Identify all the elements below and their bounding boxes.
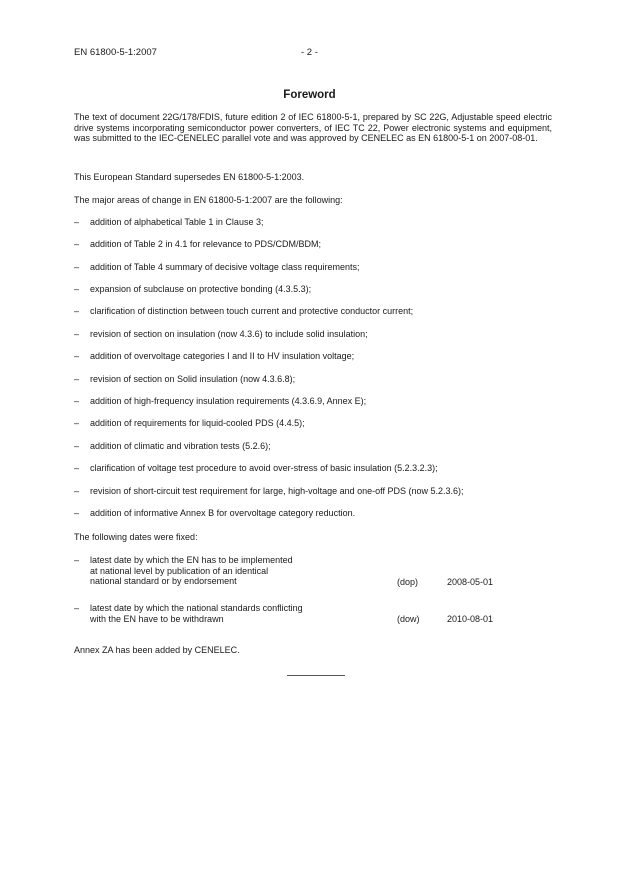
date-description-line: latest date by which the EN has to be implemented	[90, 555, 293, 565]
date-description	[90, 555, 293, 587]
date-code: (dop)	[397, 577, 419, 587]
bullet-dash: –	[74, 306, 80, 316]
list-item	[74, 418, 305, 428]
bullet-dash: –	[74, 217, 80, 227]
header-document-id: EN 61800-5-1:2007	[74, 47, 157, 58]
date-description-line: latest date by which the national standards conflicting	[90, 603, 303, 613]
list-item-text: clarification of voltage test procedure to avoid over-stress of basic insulation (5.2.3.2.3);	[90, 463, 438, 473]
list-item-text: revision of section on insulation (now 4.3.6) to include solid insulation;	[90, 329, 368, 339]
dates-intro: The following dates were fixed:	[74, 532, 198, 542]
bullet-dash: –	[74, 486, 80, 496]
supersedes-paragraph: This European Standard supersedes EN 61800-5-1:2003.	[74, 172, 305, 182]
date-description-line: national standard or by endorsement	[90, 576, 237, 587]
list-item-text: clarification of distinction between touch current and protective conductor current;	[90, 306, 414, 316]
list-item	[74, 374, 295, 384]
list-item	[74, 329, 368, 339]
bullet-dash: –	[74, 463, 80, 473]
bullet-dash: –	[74, 396, 80, 406]
list-item	[74, 262, 359, 272]
bullet-dash: –	[74, 351, 80, 361]
list-item-text: addition of requirements for liquid-cooled PDS (4.4.5);	[90, 418, 305, 428]
intro-paragraph: The text of document 22G/178/FDIS, future edition 2 of IEC 61800-5-1, prepared by SC 22G, Adjustable speed electric drive systems incorporating semiconductor power converters, of IEC TC 22, Power electronic systems and equipment, was submitted to the IEC-CENELEC parallel vote and was approved by CENELEC as EN 61800-5-1 on 2007-08-01.	[74, 112, 552, 144]
list-item-text: addition of high-frequency insulation requirements (4.3.6.9, Annex E);	[90, 396, 367, 406]
list-item	[74, 217, 263, 227]
bullet-dash: –	[74, 441, 80, 451]
bullet-dash: –	[74, 418, 80, 428]
bullet-dash: –	[74, 374, 80, 384]
list-item	[74, 508, 355, 518]
list-item-text: revision of section on Solid insulation (now 4.3.6.8);	[90, 374, 296, 384]
page-title: Foreword	[283, 89, 336, 101]
list-item-text: revision of short-circuit test requirement for large, high-voltage and one-off PDS (now 5.2.3.6);	[90, 486, 464, 496]
list-item-text: addition of informative Annex B for overvoltage category reduction.	[90, 508, 356, 518]
list-item-text: addition of alphabetical Table 1 in Clause 3;	[90, 217, 264, 227]
list-item-text: addition of Table 2 in 4.1 for relevance to PDS/CDM/BDM;	[90, 239, 321, 249]
annex-note: Annex ZA has been added by CENELEC.	[74, 645, 240, 655]
list-item	[74, 396, 366, 406]
list-item-text: addition of overvoltage categories I and II to HV insulation voltage;	[90, 351, 355, 361]
list-item	[74, 463, 438, 473]
list-item-text: expansion of subclause on protective bonding (4.3.5.3);	[90, 284, 312, 294]
list-item	[74, 284, 311, 294]
list-item	[74, 486, 464, 496]
bullet-dash: –	[74, 555, 80, 565]
date-code: (dow)	[397, 614, 420, 624]
bullet-dash: –	[74, 508, 80, 518]
date-description-line: at national level by publication of an identical	[90, 565, 269, 576]
date-description	[90, 603, 303, 624]
bullet-dash: –	[74, 284, 80, 294]
end-divider	[287, 675, 345, 676]
bullet-dash: –	[74, 329, 80, 339]
date-value: 2008-05-01	[447, 577, 494, 587]
date-value: 2010-08-01	[447, 614, 494, 624]
list-item	[74, 239, 321, 249]
bullet-dash: –	[74, 603, 80, 613]
date-description-line: with the EN have to be withdrawn	[90, 613, 224, 624]
list-item	[74, 306, 413, 316]
list-item-text: addition of Table 4 summary of decisive voltage class requirements;	[90, 262, 360, 272]
bullet-dash: –	[74, 262, 80, 272]
major-changes-intro: The major areas of change in EN 61800-5-1:2007 are the following:	[74, 195, 343, 205]
bullet-dash: –	[74, 239, 80, 249]
list-item	[74, 441, 271, 451]
list-item-text: addition of climatic and vibration tests (5.2.6);	[90, 441, 271, 451]
page-number: - 2 -	[301, 47, 318, 58]
list-item	[74, 351, 354, 361]
